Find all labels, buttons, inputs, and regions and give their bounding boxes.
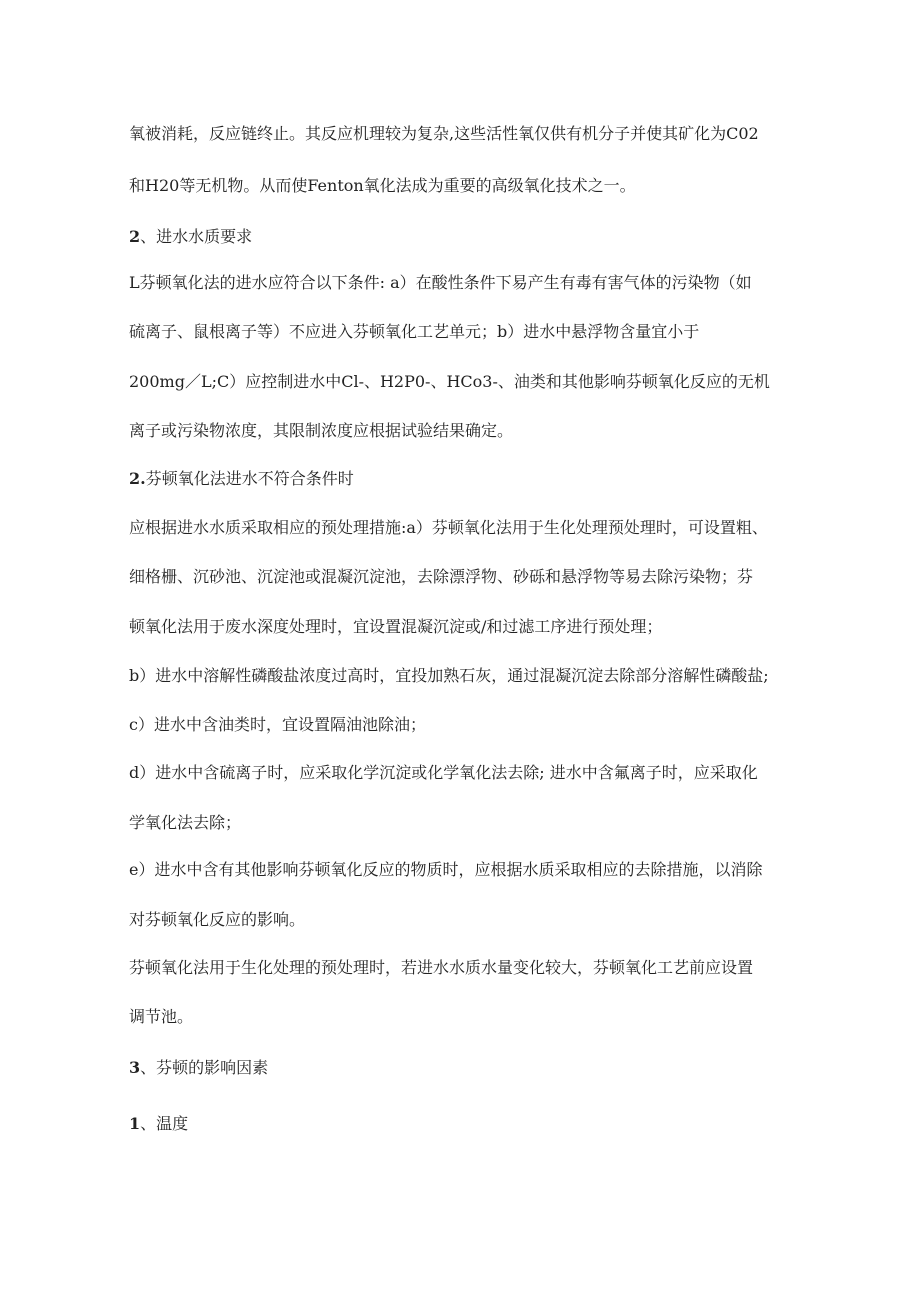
list-item-e-cont: 对芬顿氧化反应的影响。 bbox=[129, 910, 306, 929]
subsection-heading bbox=[129, 1114, 809, 1134]
body-text-line: 硫离子、鼠根离子等）不应进入芬顿氧化工艺单元；b）进水中悬浮物含量宜小于 bbox=[129, 322, 700, 341]
heading-number: 1 bbox=[129, 1114, 141, 1133]
body-text-line: 应根据进水水质采取相应的预处理措施:a）芬顿氧化法用于生化处理预处理时，可设置粗、 bbox=[129, 518, 768, 537]
list-item-c: c）进水中含油类时，宜设置隔油池除油； bbox=[129, 715, 426, 734]
heading-text: 、进水水质要求 bbox=[140, 227, 253, 246]
body-text-line: 200mg／L;C）应控制进水中Cl-、H2P0-、HCo3-、油类和其他影响芬顿氧化反应的无机 bbox=[129, 372, 770, 391]
list-item-d-cont: 学氧化法去除； bbox=[129, 813, 242, 832]
heading-number: 2. bbox=[129, 469, 146, 488]
heading-text: 、芬顿的影响因素 bbox=[140, 1058, 269, 1077]
body-text-line: 顿氧化法用于废水深度处理时，宜设置混凝沉淀或/和过滤工序进行预处理； bbox=[129, 617, 663, 636]
body-text-line: 和H20等无机物。从而使Fenton氧化法成为重要的高级氧化技术之一。 bbox=[129, 176, 636, 195]
heading-number: 3 bbox=[129, 1058, 141, 1077]
body-text-line: 芬顿氧化法用于生化处理的预处理时，若进水水质水量变化较大，芬顿氧化工艺前应设置 bbox=[129, 958, 754, 977]
list-item-e: e）进水中含有其他影响芬顿氧化反应的物质时，应根据水质采取相应的去除措施，以消除 bbox=[129, 860, 763, 879]
body-text-line: 离子或污染物浓度，其限制浓度应根据试验结果确定。 bbox=[129, 421, 514, 440]
heading-text: 、温度 bbox=[140, 1114, 189, 1133]
list-item-d: d）进水中含硫离子时，应采取化学沉淀或化学氧化法去除; 进水中含氟离子时，应采取化 bbox=[129, 763, 758, 782]
section-heading bbox=[129, 469, 809, 489]
section-heading bbox=[129, 1058, 809, 1078]
body-text-line: L芬顿氧化法的进水应符合以下条件: a）在酸性条件下易产生有毒有害气体的污染物（如 bbox=[129, 273, 752, 292]
section-heading bbox=[129, 227, 809, 247]
heading-number: 2 bbox=[129, 227, 141, 246]
heading-text: 芬顿氧化法进水不符合条件时 bbox=[145, 469, 354, 488]
body-text-line: 细格栅、沉砂池、沉淀池或混凝沉淀池，去除漂浮物、砂砾和悬浮物等易去除污染物；芬 bbox=[129, 567, 754, 586]
body-text-line: 氧被消耗，反应链终止。其反应机理较为复杂,这些活性氧仅供有机分子并使其矿化为C02 bbox=[129, 124, 759, 143]
body-text-line: 调节池。 bbox=[129, 1007, 194, 1026]
list-item-b: b）进水中溶解性磷酸盐浓度过高时，宜投加熟石灰，通过混凝沉淀去除部分溶解性磷酸盐; bbox=[129, 666, 769, 685]
